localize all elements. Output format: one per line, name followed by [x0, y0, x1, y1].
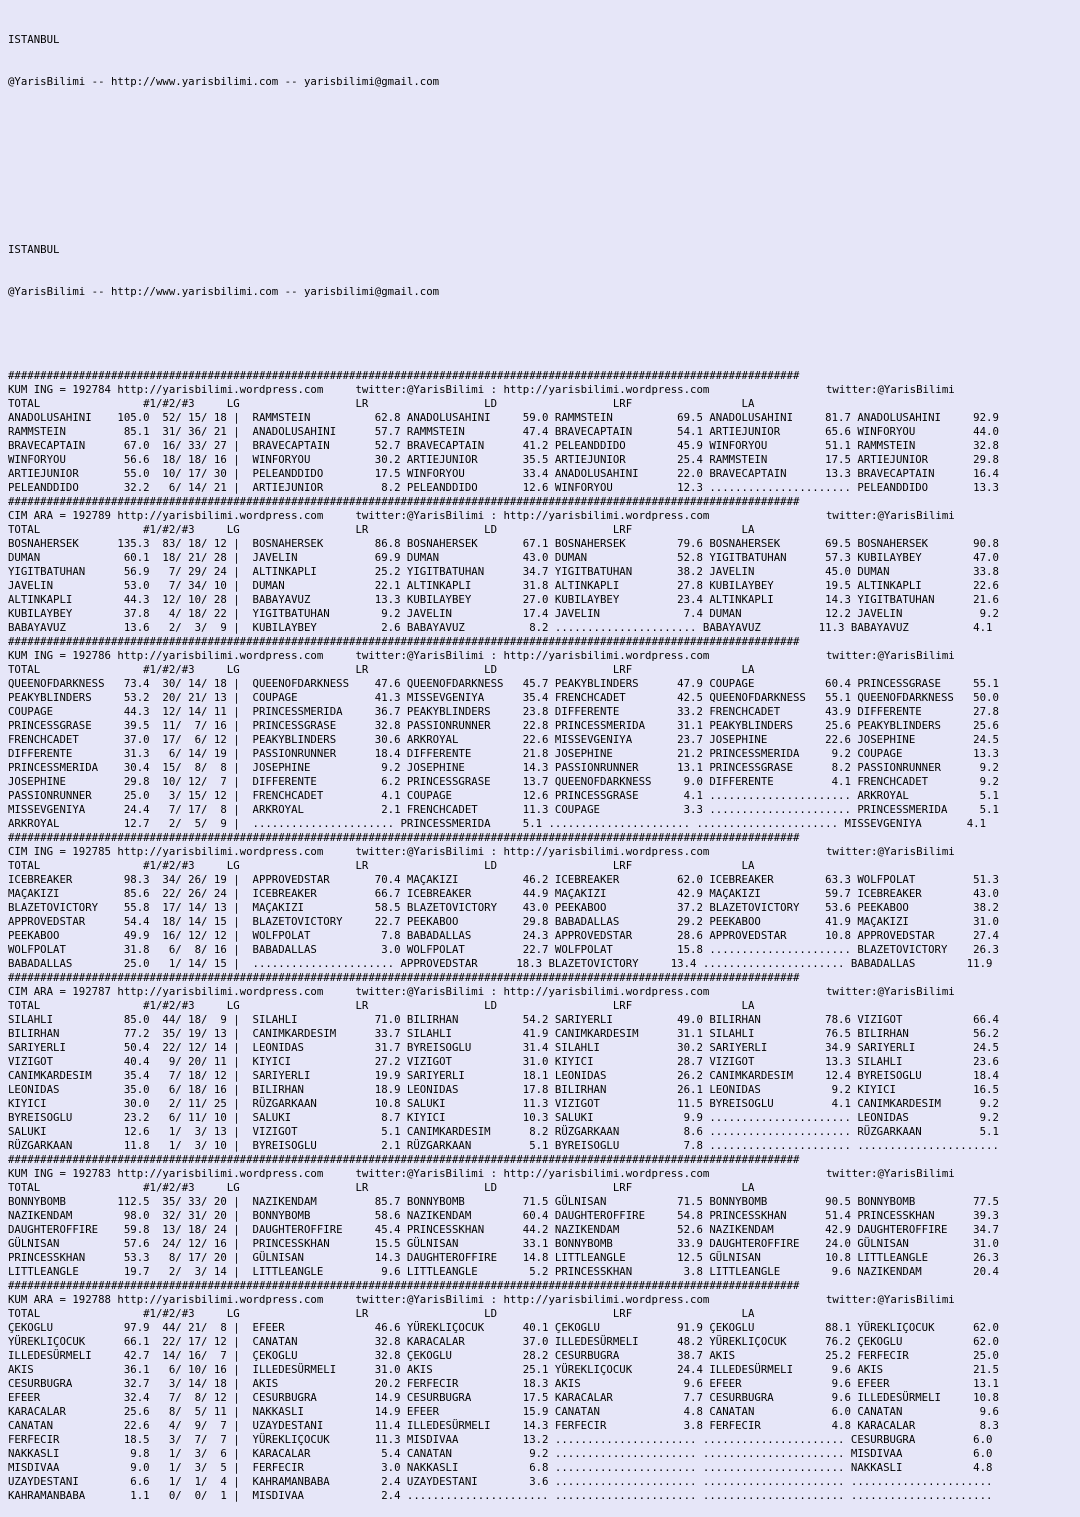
result-row: JAVELIN 53.0 7/ 34/ 10 | DUMAN 22.1 ALTINKAPLI 31.8 ALTINKAPLI 27.8 KUBILAYBEY 19.5 ALTINKAPLI 22.6 [8, 579, 999, 592]
race-block [8, 1279, 1080, 1503]
column-header: TOTAL #1/#2/#3 LG LR LD LRF LA [8, 1181, 755, 1194]
race-title: CIM ING = 192785 [8, 845, 118, 858]
result-row: BLAZETOVICTORY 55.8 17/ 14/ 13 | MAÇAKIZI 58.5 BLAZETOVICTORY 43.0 PEEKABOO 37.2 BLAZETOVICTORY 53.6 PEEKABOO 38.2 [8, 901, 999, 914]
separator-line: ########################################################################################################################### [8, 369, 800, 382]
result-row: ANADOLUSAHINI 105.0 52/ 15/ 18 | RAMMSTEIN 62.8 ANADOLUSAHINI 59.0 RAMMSTEIN 69.5 ANADOLUSAHINI 81.7 ANADOLUSAHINI 92.9 [8, 411, 999, 424]
separator-line: ########################################################################################################################### [8, 971, 800, 984]
result-row: ARTIEJUNIOR 55.0 10/ 17/ 30 | PELEANDDIDO 17.5 WINFORYOU 33.4 ANADOLUSAHINI 22.0 BRAVECAPTAIN 13.3 BRAVECAPTAIN 16.4 [8, 467, 999, 480]
twitter-handle: twitter:@YarisBilimi [826, 383, 955, 396]
result-row: PRINCESSMERIDA 30.4 15/ 8/ 8 | JOSEPHINE 9.2 JOSEPHINE 14.3 PASSIONRUNNER 13.1 PRINCESSGRASE 8.2 PASSIONRUNNER 9.2 [8, 761, 999, 774]
result-row: KIYICI 30.0 2/ 11/ 25 | RÜZGARKAAN 10.8 SALUKI 11.3 VIZIGOT 11.5 BYREISOGLU 4.1 CANIMKARDESIM 9.2 [8, 1097, 999, 1110]
result-row: CANATAN 22.6 4/ 9/ 7 | UZAYDESTANI 11.4 ILLEDESÜRMELI 14.3 FERFECIR 3.8 FERFECIR 4.8 KARACALAR 8.3 [8, 1419, 999, 1432]
race-header-links: http://yarisbilimi.wordpress.com twitter:@YarisBilimi : http://yarisbilimi.wordpress.com [117, 509, 710, 522]
result-row: NAKKASLI 9.8 1/ 3/ 6 | KARACALAR 5.4 CANATAN 9.2 ...................... ...................... MISDIVAA 6.0 [8, 1447, 993, 1460]
race-header [8, 985, 1080, 999]
race-title: KUM ING = 192784 [8, 383, 118, 396]
separator-line: ########################################################################################################################### [8, 1153, 800, 1166]
result-row: PRINCESSGRASE 39.5 11/ 7/ 16 | PRINCESSGRASE 32.8 PASSIONRUNNER 22.8 PRINCESSMERIDA 31.1 PEAKYBLINDERS 25.6 PEAKYBLINDERS 25.6 [8, 719, 999, 732]
result-row: SILAHLI 85.0 44/ 18/ 9 | SILAHLI 71.0 BILIRHAN 54.2 SARIYERLI 49.0 BILIRHAN 78.6 VIZIGOT 66.4 [8, 1013, 999, 1026]
result-row: DIFFERENTE 31.3 6/ 14/ 19 | PASSIONRUNNER 18.4 DIFFERENTE 21.8 JOSEPHINE 21.2 PRINCESSMERIDA 9.2 COUPAGE 13.3 [8, 747, 999, 760]
separator-line: ########################################################################################################################### [8, 495, 800, 508]
separator-line: ########################################################################################################################### [8, 1279, 800, 1292]
result-row: AKIS 36.1 6/ 10/ 16 | ILLEDESÜRMELI 31.0 AKIS 25.1 YÜREKLIÇOCUK 24.4 ILLEDESÜRMELI 9.6 AKIS 21.5 [8, 1363, 999, 1376]
result-row: YÜREKLIÇOCUK 66.1 22/ 17/ 12 | CANATAN 32.8 KARACALAR 37.0 ILLEDESÜRMELI 48.2 YÜREKLIÇOCUK 76.2 ÇEKOGLU 62.0 [8, 1335, 999, 1348]
race-header-links: http://yarisbilimi.wordpress.com twitter:@YarisBilimi : http://yarisbilimi.wordpress.com [117, 985, 710, 998]
result-row: APPROVEDSTAR 54.4 18/ 14/ 15 | BLAZETOVICTORY 22.7 PEEKABOO 29.8 BABADALLAS 29.2 PEEKABOO 41.9 MAÇAKIZI 31.0 [8, 915, 999, 928]
column-header: TOTAL #1/#2/#3 LG LR LD LRF LA [8, 663, 755, 676]
result-row: CESURBUGRA 32.7 3/ 14/ 18 | AKIS 20.2 FERFECIR 18.3 AKIS 9.6 EFEER 9.6 EFEER 13.1 [8, 1377, 999, 1390]
twitter-handle: twitter:@YarisBilimi [826, 845, 955, 858]
result-row: WINFORYOU 56.6 18/ 18/ 16 | WINFORYOU 30.2 ARTIEJUNIOR 35.5 ARTIEJUNIOR 25.4 RAMMSTEIN 17.5 ARTIEJUNIOR 29.8 [8, 453, 999, 466]
twitter-handle: twitter:@YarisBilimi [826, 1167, 955, 1180]
city-line: ISTANBUL [8, 33, 60, 46]
race-list [8, 369, 1080, 1503]
result-row: BABAYAVUZ 13.6 2/ 3/ 9 | KUBILAYBEY 2.6 BABAYAVUZ 8.2 ...................... BABAYAVUZ 11.3 BABAYAVUZ 4.1 [8, 621, 993, 634]
result-row: ICEBREAKER 98.3 34/ 26/ 19 | APPROVEDSTAR 70.4 MAÇAKIZI 46.2 ICEBREAKER 62.0 ICEBREAKER 63.3 WOLFPOLAT 51.3 [8, 873, 999, 886]
result-row: EFEER 32.4 7/ 8/ 12 | CESURBUGRA 14.9 CESURBUGRA 17.5 KARACALAR 7.7 CESURBUGRA 9.6 ILLEDESÜRMELI 10.8 [8, 1391, 999, 1404]
blank-line [8, 201, 1080, 215]
result-row: PEEKABOO 49.9 16/ 12/ 12 | WOLFPOLAT 7.8 BABADALLAS 24.3 APPROVEDSTAR 28.6 APPROVEDSTAR 10.8 APPROVEDSTAR 27.4 [8, 929, 999, 942]
blank-line [8, 327, 1080, 341]
result-row: QUEENOFDARKNESS 73.4 30/ 14/ 18 | QUEENOFDARKNESS 47.6 QUEENOFDARKNESS 45.7 PEAKYBLINDERS 47.9 COUPAGE 60.4 PRINCESSGRASE 55.1 [8, 677, 999, 690]
result-row: FRENCHCADET 37.0 17/ 6/ 12 | PEAKYBLINDERS 30.6 ARKROYAL 22.6 MISSEVGENIYA 23.7 JOSEPHINE 22.6 JOSEPHINE 24.5 [8, 733, 999, 746]
blank-line [8, 117, 1080, 131]
result-row: JOSEPHINE 29.8 10/ 12/ 7 | DIFFERENTE 6.2 PRINCESSGRASE 13.7 QUEENOFDARKNESS 9.0 DIFFERENTE 4.1 FRENCHCADET 9.2 [8, 775, 999, 788]
result-row: KUBILAYBEY 37.8 4/ 18/ 22 | YIGITBATUHAN 9.2 JAVELIN 17.4 JAVELIN 7.4 DUMAN 12.2 JAVELIN 9.2 [8, 607, 999, 620]
column-header: TOTAL #1/#2/#3 LG LR LD LRF LA [8, 397, 755, 410]
race-block [8, 1153, 1080, 1279]
result-row: COUPAGE 44.3 12/ 14/ 11 | PRINCESSMERIDA 36.7 PEAKYBLINDERS 23.8 DIFFERENTE 33.2 FRENCHCADET 43.9 DIFFERENTE 27.8 [8, 705, 999, 718]
result-row: PELEANDDIDO 32.2 6/ 14/ 21 | ARTIEJUNIOR 8.2 PELEANDDIDO 12.6 WINFORYOU 12.3 ...................... PELEANDDIDO 13.3 [8, 481, 999, 494]
race-title: KUM ING = 192783 [8, 1167, 118, 1180]
result-row: UZAYDESTANI 6.6 1/ 1/ 4 | KAHRAMANBABA 2.4 UZAYDESTANI 3.6 ...................... ...................... ...................... [8, 1475, 993, 1488]
result-row: KAHRAMANBABA 1.1 0/ 0/ 1 | MISDIVAA 2.4 ...................... ...................... ...................... ...................... [8, 1489, 993, 1502]
separator-line: ########################################################################################################################### [8, 831, 800, 844]
city-line: ISTANBUL [8, 243, 60, 256]
race-title: KUM ARA = 192788 [8, 1293, 118, 1306]
race-header-links: http://yarisbilimi.wordpress.com twitter:@YarisBilimi : http://yarisbilimi.wordpress.com [117, 1293, 710, 1306]
result-row: PRINCESSKHAN 53.3 8/ 17/ 20 | GÜLNISAN 14.3 DAUGHTEROFFIRE 14.8 LITTLEANGLE 12.5 GÜLNISAN 10.8 LITTLEANGLE 26.3 [8, 1251, 999, 1264]
result-row: GÜLNISAN 57.6 24/ 12/ 16 | PRINCESSKHAN 15.5 GÜLNISAN 33.1 BONNYBOMB 33.9 DAUGHTEROFFIRE 24.0 GÜLNISAN 31.0 [8, 1237, 999, 1250]
result-row: MISDIVAA 9.0 1/ 3/ 5 | FERFECIR 3.0 NAKKASLI 6.8 ...................... ...................... NAKKASLI 4.8 [8, 1461, 993, 1474]
result-row: NAZIKENDAM 98.0 32/ 31/ 20 | BONNYBOMB 58.6 NAZIKENDAM 60.4 DAUGHTEROFFIRE 54.8 PRINCESSKHAN 51.4 PRINCESSKHAN 39.3 [8, 1209, 999, 1222]
result-row: ALTINKAPLI 44.3 12/ 10/ 28 | BABAYAVUZ 13.3 KUBILAYBEY 27.0 KUBILAYBEY 23.4 ALTINKAPLI 14.3 YIGITBATUHAN 21.6 [8, 593, 999, 606]
column-header: TOTAL #1/#2/#3 LG LR LD LRF LA [8, 859, 755, 872]
twitter-handle: twitter:@YarisBilimi [826, 649, 955, 662]
result-row: RAMMSTEIN 85.1 31/ 36/ 21 | ANADOLUSAHINI 57.7 RAMMSTEIN 47.4 BRAVECAPTAIN 54.1 ARTIEJUNIOR 65.6 WINFORYOU 44.0 [8, 425, 999, 438]
result-row: BYREISOGLU 23.2 6/ 11/ 10 | SALUKI 8.7 KIYICI 10.3 SALUKI 9.9 ...................... LEONIDAS 9.2 [8, 1111, 999, 1124]
result-row: BONNYBOMB 112.5 35/ 33/ 20 | NAZIKENDAM 85.7 BONNYBOMB 71.5 GÜLNISAN 71.5 BONNYBOMB 90.5 BONNYBOMB 77.5 [8, 1195, 999, 1208]
race-header-links: http://yarisbilimi.wordpress.com twitter:@YarisBilimi : http://yarisbilimi.wordpress.com [117, 1167, 710, 1180]
race-header-links: http://yarisbilimi.wordpress.com twitter:@YarisBilimi : http://yarisbilimi.wordpress.com [117, 845, 710, 858]
result-row: LEONIDAS 35.0 6/ 18/ 16 | BILIRHAN 18.9 LEONIDAS 17.8 BILIRHAN 26.1 LEONIDAS 9.2 KIYICI 16.5 [8, 1083, 999, 1096]
result-row: BILIRHAN 77.2 35/ 19/ 13 | CANIMKARDESIM 33.7 SILAHLI 41.9 CANIMKARDESIM 31.1 SILAHLI 76.5 BILIRHAN 56.2 [8, 1027, 999, 1040]
twitter-handle: twitter:@YarisBilimi [826, 509, 955, 522]
race-header [8, 845, 1080, 859]
twitter-handle: twitter:@YarisBilimi [826, 1293, 955, 1306]
twitter-handle: twitter:@YarisBilimi [826, 985, 955, 998]
result-row: BOSNAHERSEK 135.3 83/ 18/ 12 | BOSNAHERSEK 86.8 BOSNAHERSEK 67.1 BOSNAHERSEK 79.6 BOSNAHERSEK 69.5 BOSNAHERSEK 90.8 [8, 537, 999, 550]
result-row: ÇEKOGLU 97.9 44/ 21/ 8 | EFEER 46.6 YÜREKLIÇOCUK 40.1 ÇEKOGLU 91.9 ÇEKOGLU 88.1 YÜREKLIÇOCUK 62.0 [8, 1321, 999, 1334]
race-block [8, 971, 1080, 1153]
race-header [8, 509, 1080, 523]
race-header [8, 383, 1080, 397]
race-header-links: http://yarisbilimi.wordpress.com twitter:@YarisBilimi : http://yarisbilimi.wordpress.com [117, 383, 710, 396]
race-block [8, 831, 1080, 971]
result-row: WOLFPOLAT 31.8 6/ 8/ 16 | BABADALLAS 3.0 WOLFPOLAT 22.7 WOLFPOLAT 15.8 ...................... BLAZETOVICTORY 26.3 [8, 943, 999, 956]
race-block [8, 369, 1080, 495]
result-row: CANIMKARDESIM 35.4 7/ 18/ 12 | SARIYERLI 19.9 SARIYERLI 18.1 LEONIDAS 26.2 CANIMKARDESIM 12.4 BYREISOGLU 18.4 [8, 1069, 999, 1082]
separator-line: ########################################################################################################################### [8, 635, 800, 648]
result-row: PEAKYBLINDERS 53.2 20/ 21/ 13 | COUPAGE 41.3 MISSEVGENIYA 35.4 FRENCHCADET 42.5 QUEENOFDARKNESS 55.1 QUEENOFDARKNESS 50.0 [8, 691, 999, 704]
result-row: DUMAN 60.1 18/ 21/ 28 | JAVELIN 69.9 DUMAN 43.0 DUMAN 52.8 YIGITBATUHAN 57.3 KUBILAYBEY 47.0 [8, 551, 999, 564]
result-row: SALUKI 12.6 1/ 3/ 13 | VIZIGOT 5.1 CANIMKARDESIM 8.2 RÜZGARKAAN 8.6 ...................... RÜZGARKAAN 5.1 [8, 1125, 999, 1138]
race-header [8, 1293, 1080, 1307]
result-row: ILLEDESÜRMELI 42.7 14/ 16/ 7 | ÇEKOGLU 32.8 ÇEKOGLU 28.2 CESURBUGRA 38.7 AKIS 25.2 FERFECIR 25.0 [8, 1349, 999, 1362]
race-title: CIM ARA = 192789 [8, 509, 118, 522]
race-block [8, 495, 1080, 635]
result-row: MISSEVGENIYA 24.4 7/ 17/ 8 | ARKROYAL 2.1 FRENCHCADET 11.3 COUPAGE 3.3 ...................... PRINCESSMERIDA 5.1 [8, 803, 999, 816]
result-row: FERFECIR 18.5 3/ 7/ 7 | YÜREKLIÇOCUK 11.3 MISDIVAA 13.2 ...................... ...................... CESURBUGRA 6.0 [8, 1433, 993, 1446]
result-row: BRAVECAPTAIN 67.0 16/ 33/ 27 | BRAVECAPTAIN 52.7 BRAVECAPTAIN 41.2 PELEANDDIDO 45.9 WINFORYOU 51.1 RAMMSTEIN 32.8 [8, 439, 999, 452]
contact-line: @YarisBilimi -- http://www.yarisbilimi.com -- yarisbilimi@gmail.com [8, 285, 440, 298]
result-row: PASSIONRUNNER 25.0 3/ 15/ 12 | FRENCHCADET 4.1 COUPAGE 12.6 PRINCESSGRASE 4.1 ...................... ARKROYAL 5.1 [8, 789, 999, 802]
race-title: KUM ING = 192786 [8, 649, 118, 662]
result-row: YIGITBATUHAN 56.9 7/ 29/ 24 | ALTINKAPLI 25.2 YIGITBATUHAN 34.7 YIGITBATUHAN 38.2 JAVELIN 45.0 DUMAN 33.8 [8, 565, 999, 578]
column-header: TOTAL #1/#2/#3 LG LR LD LRF LA [8, 523, 755, 536]
result-row: LITTLEANGLE 19.7 2/ 3/ 14 | LITTLEANGLE 9.6 LITTLEANGLE 5.2 PRINCESSKHAN 3.8 LITTLEANGLE 9.6 NAZIKENDAM 20.4 [8, 1265, 999, 1278]
race-header [8, 649, 1080, 663]
result-row: KARACALAR 25.6 8/ 5/ 11 | NAKKASLI 14.9 EFEER 15.9 CANATAN 4.8 CANATAN 6.0 CANATAN 9.6 [8, 1405, 999, 1418]
result-row: MAÇAKIZI 85.6 22/ 26/ 24 | ICEBREAKER 66.7 ICEBREAKER 44.9 MAÇAKIZI 42.9 MAÇAKIZI 59.7 ICEBREAKER 43.0 [8, 887, 999, 900]
contact-line: @YarisBilimi -- http://www.yarisbilimi.com -- yarisbilimi@gmail.com [8, 75, 440, 88]
race-title: CIM ARA = 192787 [8, 985, 118, 998]
result-row: BABADALLAS 25.0 1/ 14/ 15 | ...................... APPROVEDSTAR 18.3 BLAZETOVICTORY 13.4 ...................... BABADALLAS 11.9 [8, 957, 993, 970]
race-header [8, 1167, 1080, 1181]
blank-line [8, 159, 1080, 173]
race-header-links: http://yarisbilimi.wordpress.com twitter:@YarisBilimi : http://yarisbilimi.wordpress.com [117, 649, 710, 662]
result-row: ARKROYAL 12.7 2/ 5/ 9 | ...................... PRINCESSMERIDA 5.1 ...................... ...................... MISSEVGENIYA 4.1 [8, 817, 987, 830]
column-header: TOTAL #1/#2/#3 LG LR LD LRF LA [8, 999, 755, 1012]
result-row: SARIYERLI 50.4 22/ 12/ 14 | LEONIDAS 31.7 BYREISOGLU 31.4 SILAHLI 30.2 SARIYERLI 34.9 SARIYERLI 24.5 [8, 1041, 999, 1054]
result-row: RÜZGARKAAN 11.8 1/ 3/ 10 | BYREISOGLU 2.1 RÜZGARKAAN 5.1 BYREISOGLU 7.8 ...................... ...................... [8, 1139, 999, 1152]
column-header: TOTAL #1/#2/#3 LG LR LD LRF LA [8, 1307, 755, 1320]
race-block [8, 635, 1080, 831]
result-row: VIZIGOT 40.4 9/ 20/ 11 | KIYICI 27.2 VIZIGOT 31.0 KIYICI 28.7 VIZIGOT 13.3 SILAHLI 23.6 [8, 1055, 999, 1068]
result-row: DAUGHTEROFFIRE 59.8 13/ 18/ 24 | DAUGHTEROFFIRE 45.4 PRINCESSKHAN 44.2 NAZIKENDAM 52.6 NAZIKENDAM 42.9 DAUGHTEROFFIRE 34.7 [8, 1223, 999, 1236]
